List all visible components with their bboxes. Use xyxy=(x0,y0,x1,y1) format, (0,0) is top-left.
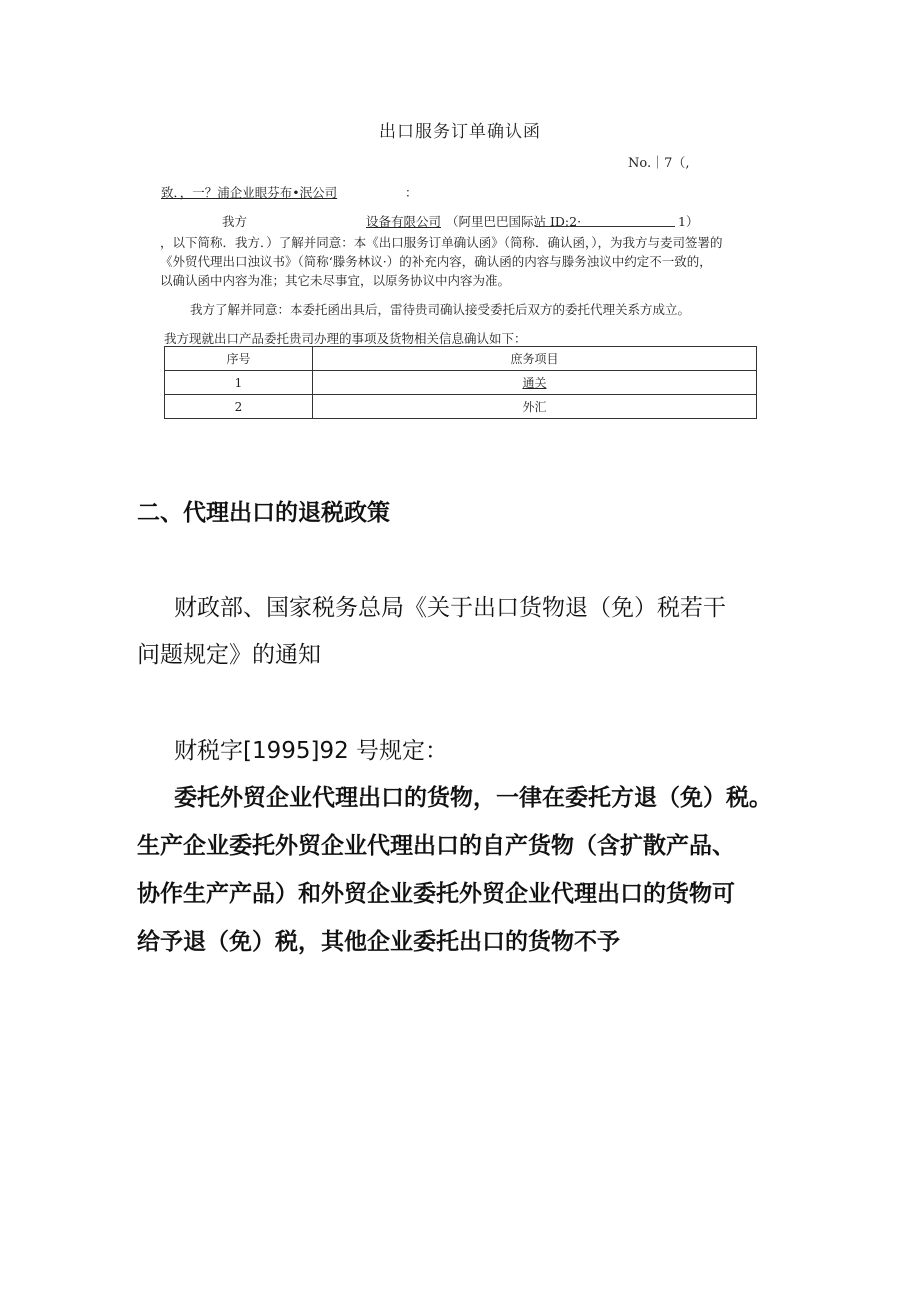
letter-id-blank-line xyxy=(535,226,675,227)
table-header-cell: 序号 xyxy=(165,347,313,371)
service-items-table xyxy=(164,346,757,419)
table-cell: 外汇 xyxy=(313,395,757,419)
letter-company-name: 设备有限公司 xyxy=(366,214,442,229)
table-header-row xyxy=(165,347,757,371)
table-cell: 1 xyxy=(165,371,313,395)
table-cell xyxy=(313,371,757,395)
section-bold-line1: 委托外贸企业代理出口的货物，一律在委托方退（免）税。 xyxy=(174,785,772,811)
section-para2: 财税字[1995]92 号规定： xyxy=(174,738,449,764)
table-header-cell: 庶务项目 xyxy=(313,347,757,371)
letter-number: No.｜7（, xyxy=(628,156,690,171)
table-cell-text: 通关 xyxy=(522,376,547,390)
letter-recipient: 致．，一？浦企业眼芬布•泯公司 xyxy=(161,185,338,200)
letter-para1-line2: 《外贸代理出口浊议书》（简称‘滕务林议·）的补充内容，确认函的内容与滕务浊议中约定不一致的， xyxy=(160,254,712,269)
letter-title: 出口服务订单确认函 xyxy=(379,122,541,142)
table-row xyxy=(165,371,757,395)
letter-recipient-colon: ： xyxy=(405,185,418,200)
letter-para1-line3: 以确认函中内容为准；其它未尽事宜，以原务协议中内容为准。 xyxy=(160,273,511,288)
section-para1-line2: 问题规定》的通知 xyxy=(137,642,321,668)
letter-table-intro: 我方现就出口产品委托贵司办理的事项及货物相关信息确认如下： xyxy=(164,331,527,346)
letter-we-label: 我方 xyxy=(222,214,248,229)
section-bold-line4: 给予退（免）税，其他企业委托出口的货物不予 xyxy=(137,929,620,955)
letter-para1-line1: ，以下简称．我方．）了解并同意：本《出口服务订单确认函》（简称．确认函，），为我方与麦司签署的 xyxy=(160,235,723,250)
section-para1-line1: 财政部、国家税务总局《关于出口货物退（免）税若干 xyxy=(174,595,726,621)
letter-platform-id: （阿里巴巴国际站 ID:2· xyxy=(446,214,582,229)
section-heading: 二、代理出口的退税政策 xyxy=(137,500,390,526)
letter-para2: 我方了解并同意：本委托函出具后，雷待贵司确认接受委托后双方的委托代理关系方成立。 xyxy=(190,302,691,317)
section-bold-line2: 生产企业委托外贸企业代理出口的自产货物（含扩散产品、 xyxy=(137,833,735,859)
section-bold-line3: 协作生产产品）和外贸企业委托外贸企业代理出口的货物可 xyxy=(137,881,735,907)
letter-platform-id-end: 1） xyxy=(678,214,699,229)
table-row xyxy=(165,395,757,419)
table-cell: 2 xyxy=(165,395,313,419)
